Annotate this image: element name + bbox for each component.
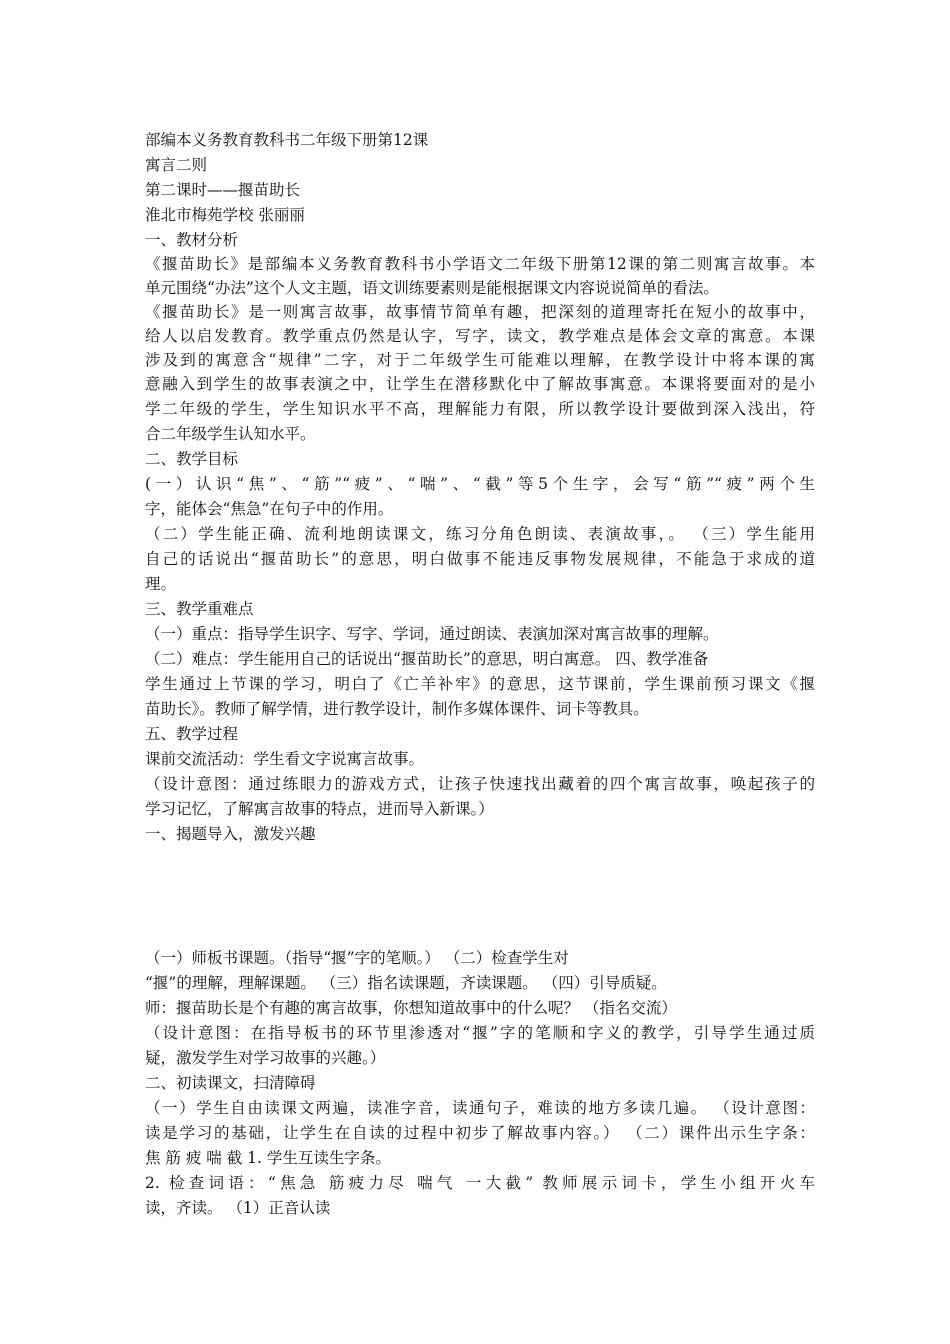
- text-line: 疑，激发学生对学习故事的兴趣。）: [145, 1049, 386, 1067]
- section-heading: 一、揭题导入，激发兴趣: [145, 825, 316, 843]
- text-line: 涉及到的寓意含“规律”二字，对于二年级学生可能难以理解，在教学设计中将本课的寓: [145, 351, 815, 369]
- text-line: 学生通过上节课的学习，明白了《亡羊补牢》的意思，这节课前，学生课前预习课文《揠: [145, 675, 815, 693]
- text-line: 师：揠苗助长是个有趣的寓言故事，你想知道故事中的什么呢？ （指名交流）: [145, 999, 677, 1017]
- text-line: （二）学生能正确、流利地朗读课文，练习分角色朗读、表演故事，。 （三）学生能用: [145, 525, 815, 543]
- text-line: （一）重点：指导学生识字、写字、学词，通过朗读、表演加深对寓言故事的理解。: [145, 625, 719, 643]
- section-heading: 三、教学重难点: [145, 600, 254, 618]
- text-line: 理。: [145, 575, 177, 593]
- text-line: 《揠苗助长》是部编本义务教育教科书小学语文二年级下册第12课的第二则寓言故事。本: [145, 255, 815, 273]
- doc-title: 部编本义务教育教科书二年级下册第12课: [145, 131, 429, 149]
- text-line: （一）学生自由读课文两遍，读准字音，读通句子，难读的地方多读几遍。 （设计意图：: [145, 1099, 815, 1117]
- text-line: 课前交流活动：学生看文字说寓言故事。: [145, 750, 425, 768]
- text-line: 意融入到学生的故事表演之中，让学生在潜移默化中了解故事寓意。本课将要面对的是小: [145, 375, 815, 393]
- text-line: “揠”的理解，理解课题。 （三）指名读课题，齐读课题。 （四）引导质疑。: [145, 974, 667, 992]
- text-line: （设计意图：通过练眼力的游戏方式，让孩子快速找出藏着的四个寓言故事，唤起孩子的: [145, 775, 815, 793]
- text-line: 苗助长》。教师了解学情，进行教学设计，制作多媒体课件、词卡等教具。: [145, 700, 649, 718]
- text-line: 学二年级的学生，学生知识水平不高，理解能力有限，所以教学设计要做到深入浅出，符: [145, 400, 815, 418]
- text-line: 自己的话说出“揠苗助长”的意思，明白做事不能违反事物发展规律，不能急于求成的道: [145, 550, 815, 568]
- text-line: 读是学习的基础，让学生在自读的过程中初步了解故事内容。） （二）课件出示生字条：: [145, 1124, 815, 1142]
- text-line: 学习记忆，了解寓言故事的特点，进而导入新课。）: [145, 800, 494, 818]
- text-line: （设计意图：在指导板书的环节里渗透对“揠”字的笔顺和字义的教学，引导学生通过质: [145, 1024, 815, 1042]
- text-line: 2. 检查词语：“焦急 筋疲力尽 喘气 一大截” 教师展示词卡，学生小组开火车: [145, 1174, 815, 1192]
- text-line: 给人以启发教育。教学重点仍然是认字，写字，读文，教学难点是体会文章的寓意。本课: [145, 327, 815, 345]
- text-line: 单元围绕“办法”这个人文主题，语文训练要素则是能根据课文内容说说简单的看法。: [145, 279, 719, 297]
- text-line: （二）难点：学生能用自己的话说出“揠苗助长”的意思，明白寓意。 四、教学准备: [145, 650, 709, 668]
- unit-title: 寓言二则: [145, 156, 208, 174]
- section-heading: 一、教材分析: [145, 231, 239, 249]
- text-line: 《揠苗助长》是一则寓言故事，故事情节简单有趣，把深刻的道理寄托在短小的故事中，: [145, 303, 815, 321]
- text-line: 合二年级学生认知水平。: [145, 425, 316, 443]
- section-heading: 二、初读课文，扫清障碍: [145, 1074, 316, 1092]
- text-line: （一）师板书课题。（指导“揠”字的笔顺。） （二）检查学生对: [145, 949, 569, 967]
- section-heading: 二、教学目标: [145, 450, 239, 468]
- lesson-title: 第二课时——揠苗助长: [145, 181, 301, 199]
- section-heading: 五、教学过程: [145, 725, 239, 743]
- text-line: (一）认识“焦”、“筋”“疲”、“喘”、“截”等5个生字，会写“筋”“疲”两个生: [145, 475, 815, 493]
- text-line: 字，能体会“焦急”在句子中的作用。: [145, 500, 394, 518]
- text-line: 焦 筋 疲 喘 截 1. 学生互读生字条。: [145, 1149, 391, 1167]
- text-line: 读，齐读。 （1）正音认读: [145, 1199, 331, 1217]
- author-line: 淮北市梅苑学校 张丽丽: [145, 206, 305, 224]
